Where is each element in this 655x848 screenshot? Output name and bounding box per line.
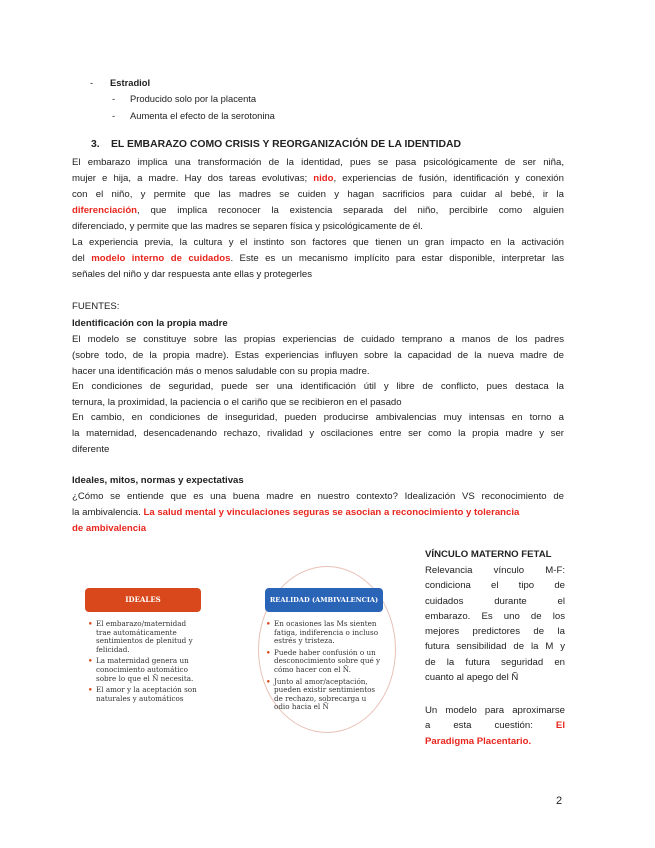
highlight-ambivalencia: de ambivalencia: [72, 523, 147, 534]
estradiol-bullet-2: -: [112, 110, 116, 121]
page-number: 2: [556, 795, 563, 807]
bullet-icon: •: [88, 619, 93, 628]
fuentes-heading: Identificación con la propia madre: [72, 318, 228, 329]
highlight-diferenciacion: diferenciación: [72, 205, 138, 216]
section-3-line: con el niño, y permite que las madres se cuiden y hagan sacrificios para cuidar al bebé, ir la: [72, 189, 564, 200]
estradiol-item-2: Aumenta el efecto de la serotonina: [130, 110, 275, 121]
fuentes-line: En condiciones de seguridad, puede ser una identificación útil y libre de conflicto, pues destaca la: [72, 381, 564, 392]
ideales-box: IDEALES: [85, 588, 201, 612]
ideales-item: • El amor y la aceptación son naturales y automáticos: [88, 685, 197, 703]
fuentes-line: El modelo se constituye sobre las propias experiencias de cuidado temprano a manos de los padres: [72, 334, 564, 345]
vinculo-heading: VÍNCULO MATERNO FETAL: [425, 549, 552, 560]
estradiol-dash: -: [90, 77, 94, 88]
highlight-paradigma: Paradigma Placentario.: [425, 735, 532, 747]
bullet-icon: •: [266, 619, 271, 628]
estradiol-title: Estradiol: [110, 77, 151, 88]
section-3-line: señales del niño y dar respuesta ante ellas y protegerles: [72, 269, 312, 280]
section-3-line: diferenciación, que implica reconocer la existencia separada del niño, percibirle como alguien: [72, 205, 564, 216]
section-3-number: 3.: [91, 139, 100, 150]
bullet-icon: •: [266, 676, 271, 686]
ideales-item: • La maternidad genera un conocimiento automático sobre lo que el Ñ necesita.: [88, 656, 194, 683]
bullet-icon: •: [266, 647, 271, 657]
fuentes-line: hacer una identificación más o menos saludable con su propia madre.: [72, 366, 370, 377]
section-3-title: EL EMBARAZO COMO CRISIS Y REORGANIZACIÓN DE LA IDENTIDAD: [111, 139, 462, 150]
bullet-icon: •: [88, 656, 93, 666]
highlight-nido: nido: [313, 173, 334, 184]
highlight-modelo-interno: modelo interno de cuidados: [91, 253, 231, 264]
bullet-icon: •: [88, 685, 93, 695]
section-3-line: del modelo interno de cuidados. Este es un mecanismo implícito para estar disponible, interpretar las: [72, 253, 564, 264]
section-3-line: La experiencia previa, la cultura y el instinto son factores que tienen un gran impacto en la activación: [72, 237, 564, 248]
realidad-list: [266, 620, 382, 715]
realidad-item: • Puede haber confusión o un desconocimiento sobre qué y cómo hacer con el Ñ.: [266, 647, 381, 674]
realidad-item: • Junto al amor/aceptación, pueden existir sentimientos de rechazo, sobrecarga u odio hacia el Ñ: [266, 676, 376, 712]
highlight-salud-mental: La salud mental y vinculaciones seguras se asocian a reconocimiento y tolerancia: [143, 507, 520, 518]
fuentes-line: diferente: [72, 444, 110, 455]
ideales-line: la ambivalencia. La salud mental y vinculaciones seguras se asocian a reconocimiento y tolerancia: [72, 507, 520, 518]
realidad-item: • En ocasiones las Ms sienten fatiga, indiferencia o incluso estrés y tristeza.: [266, 619, 379, 646]
ideales-line: ¿Cómo se entiende que es una buena madre en nuestro contexto? Idealización VS reconocimiento de: [72, 491, 564, 502]
section-3-line: diferenciado, y permite que las madres se separen física y psicológicamente de él.: [72, 221, 423, 232]
section-3-line: mujer e hija, a madre. Hay dos tareas evolutivas; nido, experiencias de fusión, identificación y conexión: [72, 173, 564, 184]
fuentes-label: FUENTES:: [72, 301, 120, 312]
fuentes-line: En cambio, en condiciones de inseguridad, pueden producirse ambivalencias muy intensas en torno a: [72, 412, 564, 423]
ideales-item: • El embarazo/maternidad trae automáticamente sentimientos de plenitud y felicidad.: [88, 619, 193, 654]
realidad-box: REALIDAD (AMBIVALENCIA): [265, 588, 383, 612]
fuentes-line: (sobre todo, de la propia madre). Estas experiencias influyen sobre la capacidad de la nueva madre de: [72, 350, 564, 361]
estradiol-item-1: Producido solo por la placenta: [130, 93, 257, 104]
ideales-heading: Ideales, mitos, normas y expectativas: [72, 475, 244, 486]
section-3-line: El embarazo implica una transformación de la identidad, pues se pasa psicológicamente de ser niña,: [72, 157, 564, 168]
highlight-el: El: [555, 720, 565, 732]
ideales-list: [88, 620, 200, 706]
vinculo-paragraph: Relevancia vínculo M-F: condiciona el tipo de cuidados durante el embarazo. Es uno de los mejores predictores de la futura sensibilidad de la M y de la futura seguridad en cuanto al apego del Ñ: [425, 565, 565, 684]
fuentes-line: la maternidad, desencadenando rechazo, rivalidad y oscilaciones entre ser como la propia madre y ser: [72, 428, 564, 439]
vinculo-paragraph-2: Un modelo para aproximarse a esta cuestión: El Paradigma Placentario.: [425, 703, 565, 749]
fuentes-line: ternura, la proximidad, la paciencia o el cariño que se recibieron en el pasado: [72, 397, 402, 408]
estradiol-bullet-1: -: [112, 93, 116, 104]
